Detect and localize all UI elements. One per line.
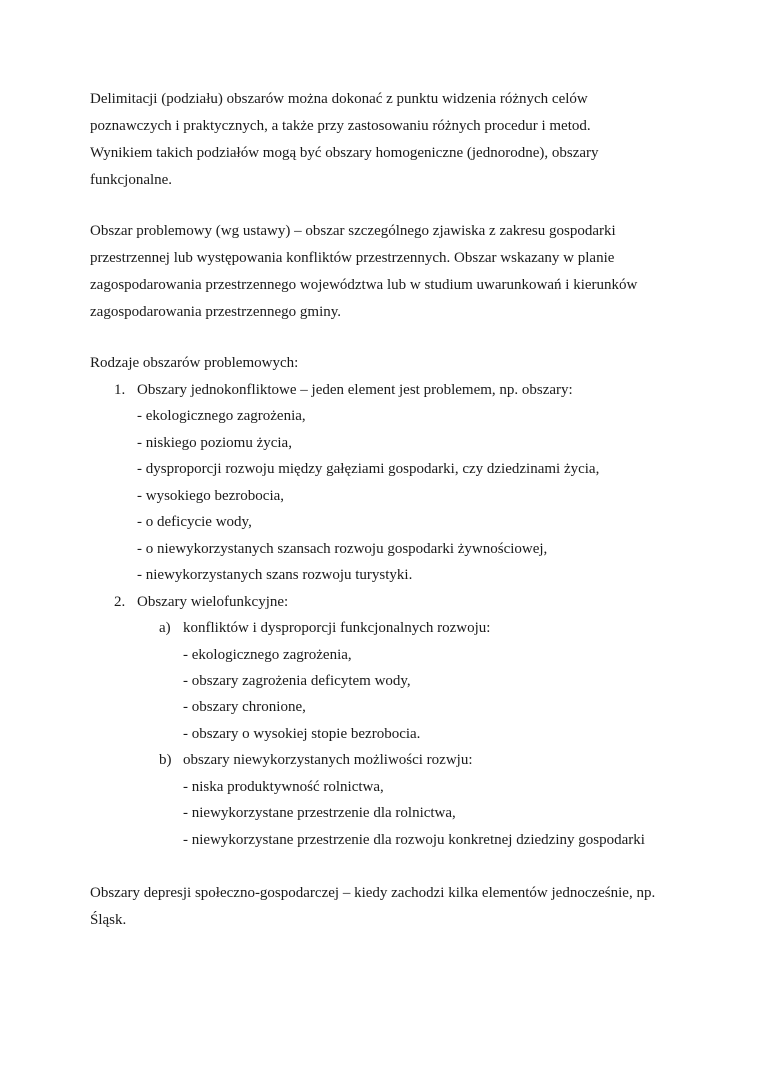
list-item-1-text: Obszary jednokonfliktowe – jeden element jest problemem, np. obszary: <box>137 382 573 398</box>
list-item-1-sub-3: - dysproporcji rozwoju między gałęziami gospodarki, czy dziedzinami życia, <box>137 461 600 477</box>
list-item-2a-sub-3: - obszary chronione, <box>183 699 306 715</box>
list-item-2a-sub-2: - obszary zagrożenia deficytem wody, <box>183 673 411 689</box>
paragraph-2-line-2: przestrzennej lub występowania konfliktów przestrzennych. Obszar wskazany w planie <box>90 250 615 266</box>
paragraph-2-line-1: Obszar problemowy (wg ustawy) – obszar szczególnego zjawiska z zakresu gospodarki <box>90 223 616 239</box>
list-item-2-text: Obszary wielofunkcyjne: <box>137 594 289 610</box>
types-heading: Rodzaje obszarów problemowych: <box>90 355 299 371</box>
paragraph-1-line-2: poznawczych i praktycznych, a także przy zastosowaniu różnych procedur i metod. <box>90 118 591 134</box>
paragraph-1-line-1: Delimitacji (podziału) obszarów można dokonać z punktu widzenia różnych celów <box>90 91 588 107</box>
paragraph-3-line-1: Obszary depresji społeczno-gospodarczej – kiedy zachodzi kilka elementów jednocześnie, np. <box>90 885 656 901</box>
list-item-2b-sub-1: - niska produktywność rolnictwa, <box>183 779 384 795</box>
list-item-2a-marker: a) <box>159 620 171 636</box>
paragraph-2-line-3: zagospodarowania przestrzennego województwa lub w studium uwarunkowań i kierunków <box>90 277 638 293</box>
list-item-2a-sub-4: - obszary o wysokiej stopie bezrobocia. <box>183 726 421 742</box>
list-item-1-marker: 1. <box>114 382 126 398</box>
list-item-1-sub-5: - o deficycie wody, <box>137 514 252 530</box>
list-item-1-sub-2: - niskiego poziomu życia, <box>137 435 292 451</box>
list-item-1-sub-4: - wysokiego bezrobocia, <box>137 488 285 504</box>
list-item-2b-sub-2: - niewykorzystane przestrzenie dla rolnictwa, <box>183 805 456 821</box>
list-item-2a-text: konfliktów i dysproporcji funkcjonalnych rozwoju: <box>183 620 491 636</box>
list-item-1-sub-1: - ekologicznego zagrożenia, <box>137 408 306 424</box>
list-item-2a-sub-1: - ekologicznego zagrożenia, <box>183 647 352 663</box>
paragraph-1-line-4: funkcjonalne. <box>90 172 173 188</box>
list-item-1-sub-6: - o niewykorzystanych szansach rozwoju gospodarki żywnościowej, <box>137 541 548 557</box>
list-item-2b-sub-3: - niewykorzystane przestrzenie dla rozwoju konkretnej dziedziny gospodarki <box>183 832 645 848</box>
paragraph-1-line-3: Wynikiem takich podziałów mogą być obszary homogeniczne (jednorodne), obszary <box>90 145 599 161</box>
paragraph-3-line-2: Śląsk. <box>90 912 127 928</box>
paragraph-2-line-4: zagospodarowania przestrzennego gminy. <box>90 304 342 320</box>
list-item-2b-text: obszary niewykorzystanych możliwości rozwju: <box>183 752 473 768</box>
list-item-2b-marker: b) <box>159 752 172 768</box>
list-item-1-sub-7: - niewykorzystanych szans rozwoju turystyki. <box>137 567 413 583</box>
list-item-2-marker: 2. <box>114 594 126 610</box>
